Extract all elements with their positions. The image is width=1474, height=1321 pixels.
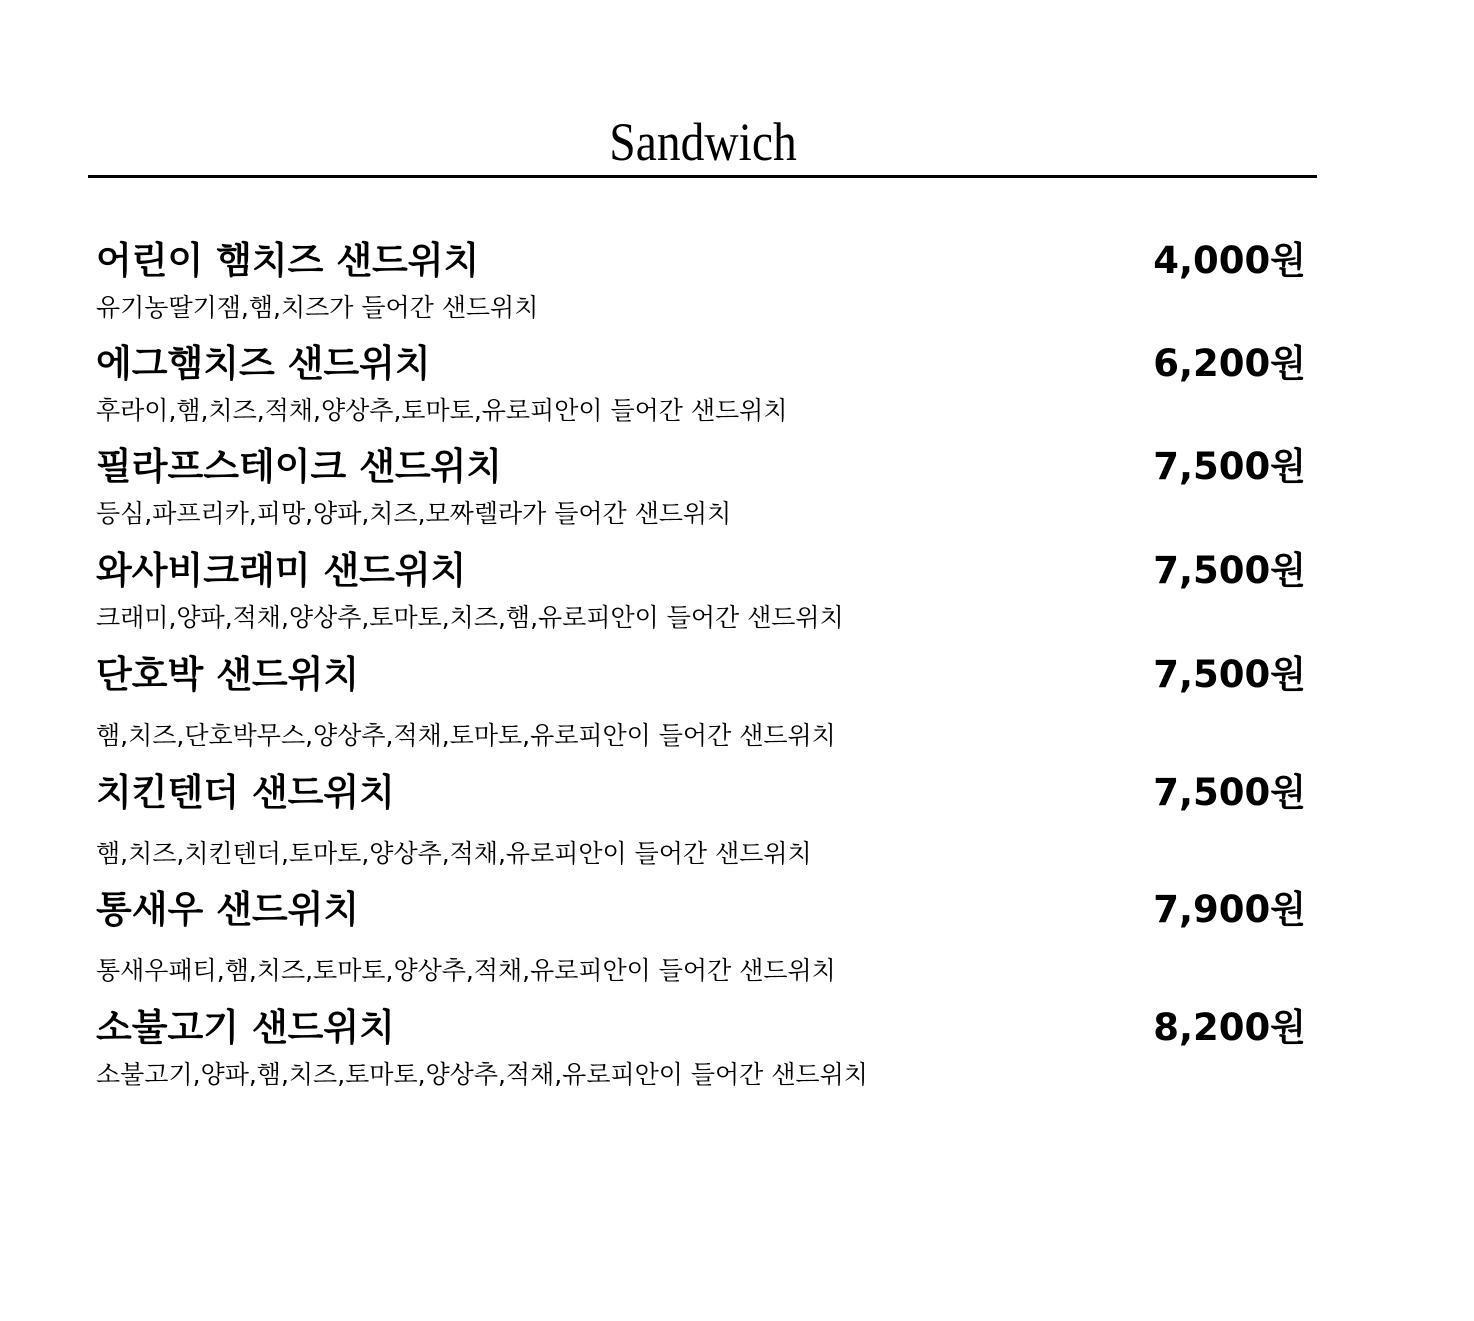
menu-item-name: 소불고기 샌드위치	[96, 1006, 395, 1049]
menu-item-kids-ham-cheese	[96, 236, 1306, 346]
menu-item-price: 7,500원	[1153, 771, 1306, 814]
menu-item-name: 에그햄치즈 샌드위치	[96, 342, 431, 385]
title-divider	[88, 175, 1317, 178]
menu-item-price: 7,500원	[1153, 653, 1306, 696]
menu-item-description: 햄,치즈,단호박무스,양상추,적채,토마토,유로피안이 들어간 샌드위치	[96, 721, 836, 750]
menu-item-wasabi-crab	[96, 546, 1306, 656]
menu-item-name: 치킨텐더 샌드위치	[96, 771, 395, 814]
menu-item-sweet-pumpkin	[96, 650, 1306, 760]
menu-item-philly-steak	[96, 442, 1306, 552]
menu-item-description: 소불고기,양파,햄,치즈,토마토,양상추,적채,유로피안이 들어간 샌드위치	[96, 1060, 868, 1089]
menu-item-price: 6,200원	[1153, 342, 1306, 385]
menu-item-whole-shrimp	[96, 885, 1306, 995]
menu-item-price: 7,900원	[1153, 888, 1306, 931]
menu-item-description: 크래미,양파,적채,양상추,토마토,치즈,햄,유로피안이 들어간 샌드위치	[96, 603, 844, 632]
menu-item-price: 7,500원	[1153, 445, 1306, 488]
menu-item-price: 7,500원	[1153, 549, 1306, 592]
menu-item-egg-ham-cheese	[96, 339, 1306, 449]
menu-item-description: 햄,치즈,치킨텐더,토마토,양상추,적채,유로피안이 들어간 샌드위치	[96, 839, 812, 868]
menu-title: Sandwich	[609, 112, 797, 172]
menu-item-description: 등심,파프리카,피망,양파,치즈,모짜렐라가 들어간 샌드위치	[96, 499, 732, 528]
menu-item-description: 통새우패티,햄,치즈,토마토,양상추,적채,유로피안이 들어간 샌드위치	[96, 956, 836, 985]
menu-item-description: 후라이,햄,치즈,적채,양상추,토마토,유로피안이 들어간 샌드위치	[96, 396, 788, 425]
menu-item-name: 단호박 샌드위치	[96, 653, 360, 696]
menu-item-price: 8,200원	[1153, 1006, 1306, 1049]
menu-item-name: 필라프스테이크 샌드위치	[96, 445, 503, 488]
menu-item-bulgogi	[96, 1003, 1306, 1113]
menu-item-name: 와사비크래미 샌드위치	[96, 549, 467, 592]
menu-item-description: 유기농딸기잼,햄,치즈가 들어간 샌드위치	[96, 293, 539, 322]
menu-item-price: 4,000원	[1153, 239, 1306, 282]
menu-item-name: 어린이 햄치즈 샌드위치	[96, 239, 480, 282]
menu-item-name: 통새우 샌드위치	[96, 888, 360, 931]
menu-item-chicken-tender	[96, 768, 1306, 878]
